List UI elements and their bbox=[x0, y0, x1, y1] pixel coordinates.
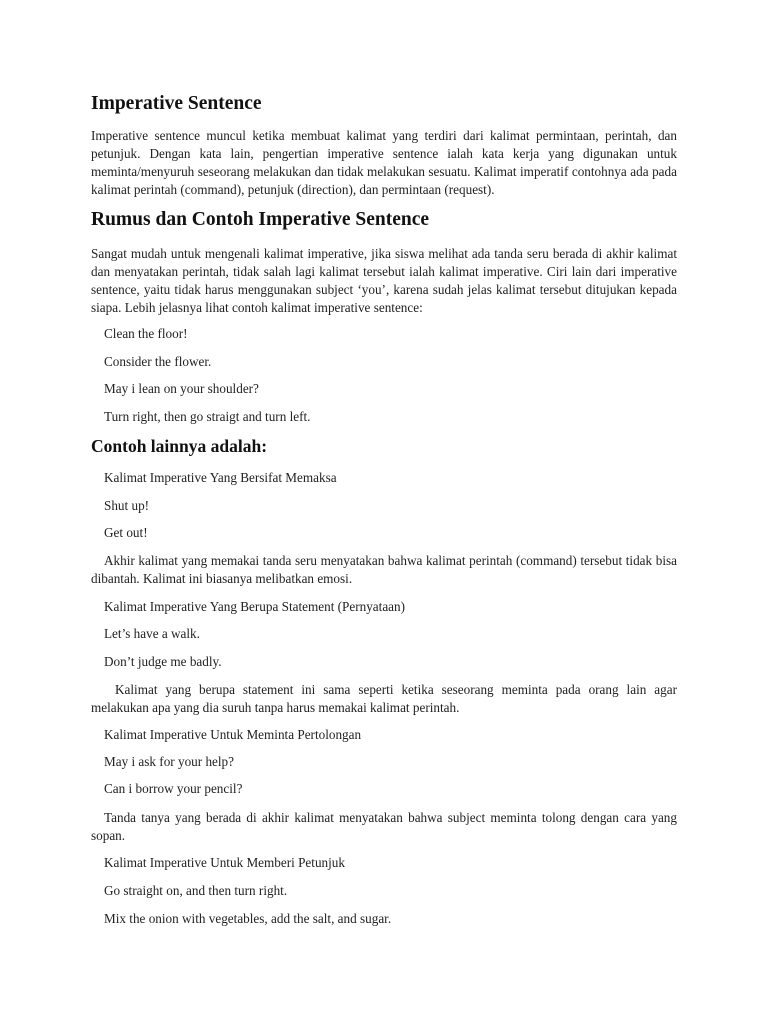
example-line: Turn right, then go straigt and turn left. bbox=[104, 409, 311, 424]
section-title-statement: Kalimat Imperative Yang Berupa Statement (Pernyataan) bbox=[104, 599, 406, 614]
memaksa-note: Akhir kalimat yang memakai tanda seru menyatakan bahwa kalimat perintah (command) tersebut tidak bisa dibantah. Kalimat ini biasanya melibatkan emosi. bbox=[91, 553, 677, 586]
section-title-petunjuk: Kalimat Imperative Untuk Memberi Petunjuk bbox=[104, 855, 345, 870]
example-line: Mix the onion with vegetables, add the salt, and sugar. bbox=[104, 911, 392, 926]
rumus-paragraph: Sangat mudah untuk mengenali kalimat imperative, jika siswa melihat ada tanda seru berada di akhir kalimat dan menyatakan perintah, tidak salah lagi kalimat tersebut ialah kalimat imperative. Ciri lain dari imperative sentence, yaitu tidak harus menggunakan subject ‘you’, karena sudah jelas kalimat tersebut ditujukan kepada siapa. Lebih jelasnya lihat contoh kalimat imperative sentence: bbox=[91, 246, 677, 315]
section-title-pertolongan: Kalimat Imperative Untuk Meminta Pertolongan bbox=[104, 727, 362, 742]
section-title-memaksa: Kalimat Imperative Yang Bersifat Memaksa bbox=[104, 470, 337, 485]
pertolongan-note: Tanda tanya yang berada di akhir kalimat menyatakan bahwa subject meminta tolong dengan cara yang sopan. bbox=[91, 810, 677, 843]
intro-paragraph: Imperative sentence muncul ketika membuat kalimat yang terdiri dari kalimat permintaan, perintah, dan petunjuk. Dengan kata lain, pengertian imperative sentence ialah kata kerja yang digunakan untuk meminta/menyuruh seseorang melakukan dan tidak melakukan sesuatu. Kalimat imperatif contohnya ada pada kalimat perintah (command), petunjuk (direction), dan permintaan (request). bbox=[91, 128, 677, 197]
example-line: Consider the flower. bbox=[104, 354, 212, 369]
example-line: Get out! bbox=[104, 525, 148, 540]
heading-rumus-dan-contoh: Rumus dan Contoh Imperative Sentence bbox=[91, 209, 430, 230]
example-line: Can i borrow your pencil? bbox=[104, 781, 243, 796]
example-line: Don’t judge me badly. bbox=[104, 654, 222, 669]
example-line: Let’s have a walk. bbox=[104, 626, 200, 641]
statement-note: Kalimat yang berupa statement ini sama seperti ketika seseorang meminta pada orang lain agar melakukan apa yang dia suruh tanpa harus memakai kalimat perintah. bbox=[91, 682, 677, 715]
heading-contoh-lainnya: Contoh lainnya adalah: bbox=[91, 436, 268, 456]
example-line: Clean the floor! bbox=[104, 326, 188, 341]
example-line: Go straight on, and then turn right. bbox=[104, 883, 288, 898]
heading-imperative-sentence: Imperative Sentence bbox=[91, 93, 262, 114]
example-line: May i lean on your shoulder? bbox=[104, 381, 259, 396]
example-line: May i ask for your help? bbox=[104, 754, 235, 769]
example-line: Shut up! bbox=[104, 498, 150, 513]
